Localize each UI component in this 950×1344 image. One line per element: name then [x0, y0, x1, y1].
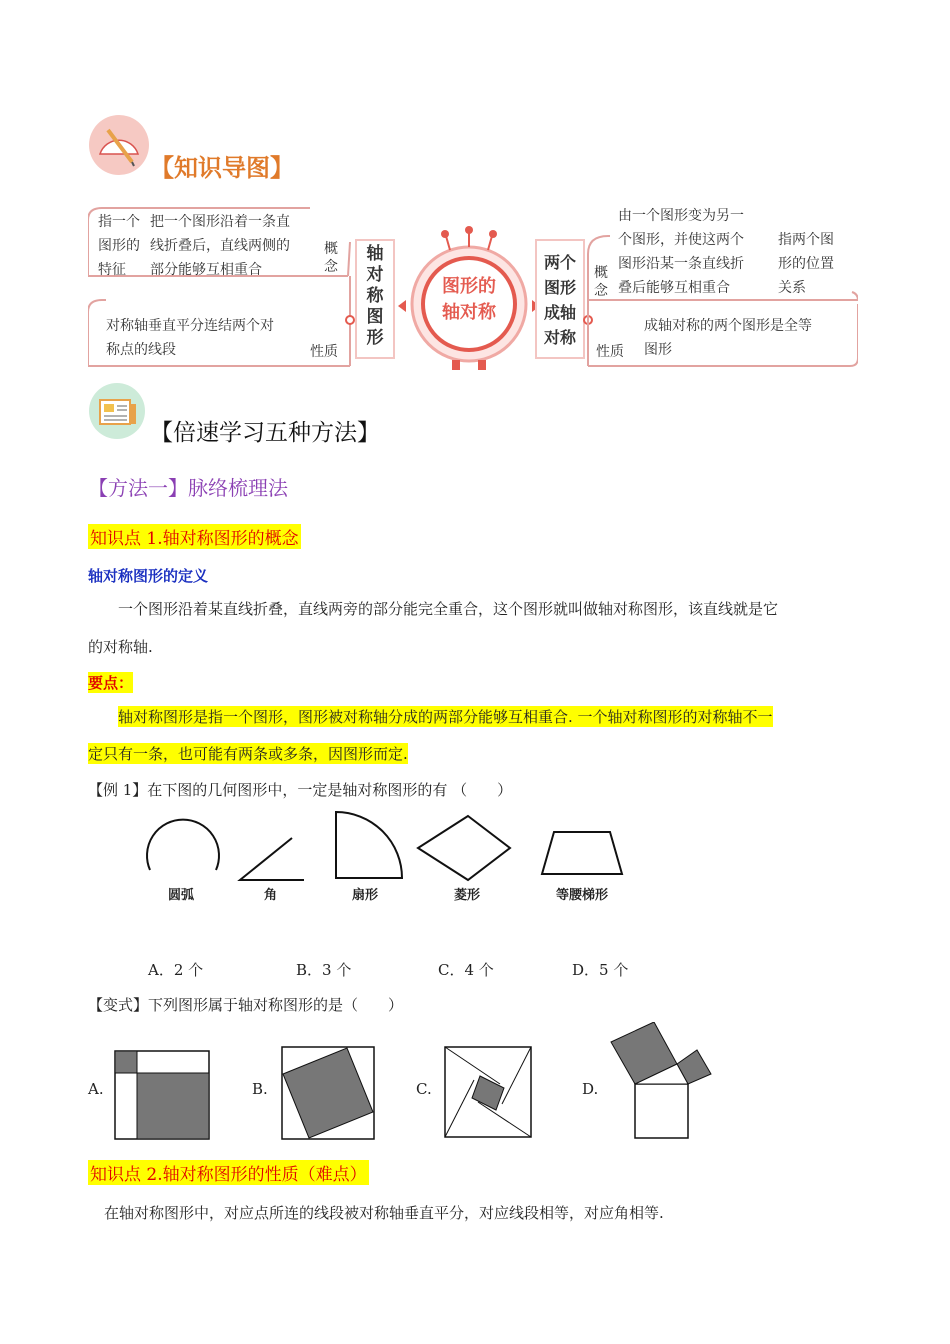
example1-choice-b[interactable]: B．3 个	[296, 961, 352, 979]
mm-left-concept-label: 概念	[324, 241, 338, 275]
mm-right-topic: 两个 图形 成轴 对称	[543, 253, 576, 347]
figure-label-trapezoid: 等腰梯形	[556, 888, 609, 903]
mm-right-property-2: 图形	[644, 342, 672, 358]
protractor-icon	[88, 114, 150, 176]
mm-right-concept-2: 个图形，并使这两个	[618, 232, 744, 248]
mm-left-property-1: 对称轴垂直平分连结两个对	[106, 318, 274, 334]
kp1-def-line2: 的对称轴.	[88, 638, 153, 656]
mm-right-property-1: 成轴对称的两个图形是全等	[644, 318, 812, 334]
mm-right-concept-label: 概念	[594, 265, 608, 299]
variant-label-d[interactable]: D.	[582, 1080, 599, 1098]
mm-right-property-label: 性质	[596, 344, 624, 360]
figure-label-arc: 圆弧	[168, 888, 195, 903]
variant-label-b[interactable]: B.	[252, 1080, 268, 1098]
figure-label-sector: 扇形	[352, 888, 379, 903]
variant-label-c[interactable]: C.	[416, 1080, 432, 1098]
method1-title: 【方法一】脉络梳理法	[88, 476, 288, 500]
mm-right-side-2: 形的位置	[778, 256, 834, 272]
kp1-key-label: 要点：	[88, 674, 134, 692]
mm-right-concept-1: 由一个图形变为另一	[618, 208, 744, 224]
variant-label-a[interactable]: A.	[88, 1080, 104, 1098]
example1-stem: 【例 1】在下图的几何图形中，一定是轴对称图形的有 （ ）	[88, 781, 513, 799]
mm-right-side-1: 指两个图	[778, 232, 834, 248]
trapezoid-figure	[542, 832, 622, 874]
kp1-subtitle: 轴对称图形的定义	[88, 567, 209, 585]
mm-left-property-2: 称点的线段	[106, 342, 176, 358]
example1-choice-d[interactable]: D．5 个	[572, 961, 629, 979]
angle-figure	[240, 838, 304, 880]
mind-map	[88, 194, 858, 372]
mm-left-property-label: 性质	[310, 344, 338, 360]
mm-left-topic: 轴 对 称 图 形	[366, 244, 384, 348]
mm-left-concept-2: 线折叠后，直线两侧的	[150, 238, 290, 254]
mm-left-side-1: 指一个	[98, 214, 140, 230]
mm-left-side-2: 图形的	[98, 238, 140, 254]
mm-center-title: 图形的 轴对称	[442, 276, 496, 323]
mm-left-concept-3: 部分能够互相重合	[150, 262, 262, 278]
variant-stem: 【变式】下列图形属于轴对称图形的是（ ）	[88, 996, 404, 1014]
kp1-key-line1: 轴对称图形是指一个图形，图形被对称轴分成的两部分能够互相重合. 一个轴对称图形的对称轴不一	[118, 708, 773, 726]
kp1-def-line1: 一个图形沿着某直线折叠，直线两旁的部分能完全重合，这个图形就叫做轴对称图形，该直线就是它	[118, 600, 779, 618]
rhombus-figure	[418, 816, 510, 880]
knowledge-map-title: 【知识导图】	[150, 154, 294, 182]
example1-choice-a[interactable]: A．2 个	[148, 961, 204, 979]
mm-left-concept-1: 把一个图形沿着一条直	[150, 214, 290, 230]
kp2-title: 知识点 2.轴对称图形的性质（难点）	[88, 1160, 369, 1185]
mm-left-side-3: 特征	[98, 262, 126, 278]
variant-figure-a[interactable]	[114, 1050, 210, 1144]
example1-figures	[140, 808, 630, 903]
kp2-text: 在轴对称图形中，对应点所连的线段被对称轴垂直平分，对应线段相等，对应角相等.	[104, 1204, 664, 1222]
methods-title: 【倍速学习五种方法】	[150, 420, 380, 446]
mm-right-concept-4: 叠后能够互相重合	[618, 280, 730, 296]
kp1-key-line2: 定只有一条，也可能有两条或多条，因图形而定.	[88, 745, 408, 763]
variant-figure-c[interactable]	[444, 1046, 532, 1142]
variant-figure-b[interactable]	[281, 1046, 375, 1144]
variant-figure-d[interactable]	[608, 1022, 714, 1144]
figure-label-rhombus: 菱形	[454, 888, 481, 903]
figure-label-angle: 角	[264, 888, 278, 903]
mm-right-concept-3: 图形沿某一条直线折	[618, 256, 744, 272]
example1-choice-c[interactable]: C．4 个	[438, 961, 494, 979]
newspaper-icon	[88, 382, 146, 440]
sector-figure	[336, 812, 402, 878]
arc-figure	[147, 820, 219, 870]
kp1-title: 知识点 1.轴对称图形的概念	[88, 524, 301, 549]
mm-right-side-3: 关系	[778, 280, 806, 296]
